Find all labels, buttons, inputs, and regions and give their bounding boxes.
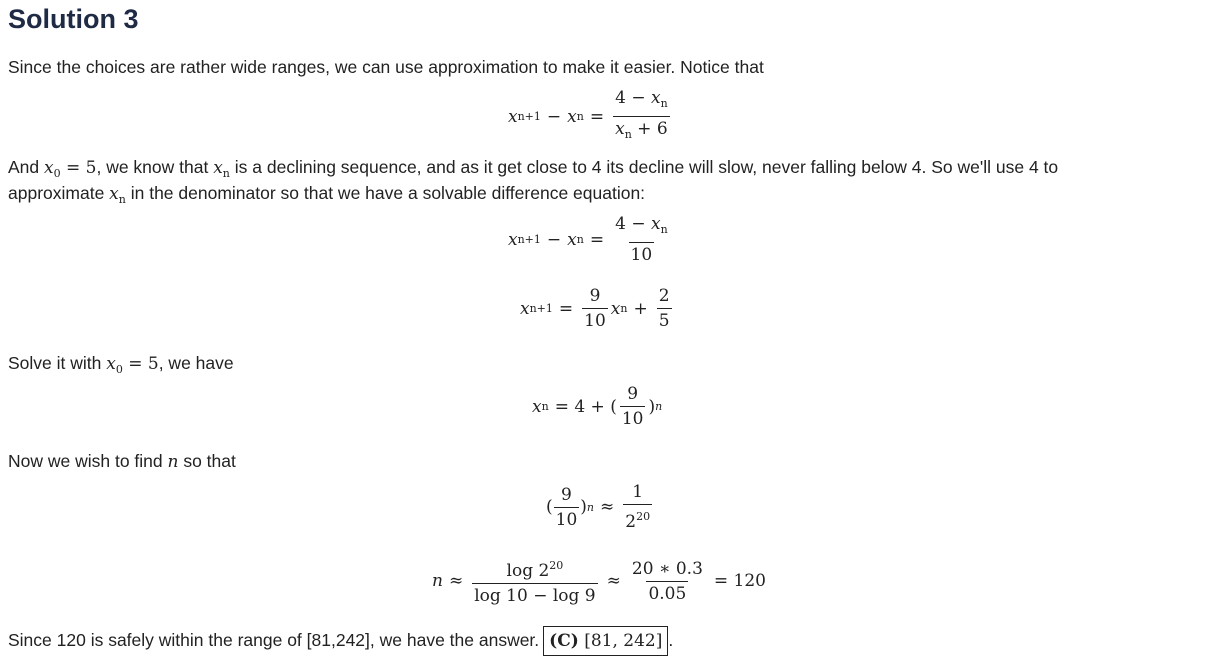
eq3-lhs: x: [520, 298, 530, 319]
eq1-equals: =: [589, 106, 605, 127]
eq1-den-b: + 6: [631, 119, 668, 139]
eq2-num-b: x: [650, 214, 661, 234]
eq2-lhs-b: x: [567, 229, 577, 250]
eq6-f1-den: log 10 − log 9: [472, 583, 597, 606]
eq6-approx-2: ≈: [606, 571, 621, 591]
answer-box: [543, 626, 668, 656]
answer-value: [81, 242]: [584, 631, 663, 651]
equation-difference-approx: [508, 214, 673, 265]
eq2-fraction: [613, 214, 670, 265]
p4-text-1: Now we wish to find: [8, 451, 168, 471]
eq5-fraction-left: [554, 485, 580, 530]
p5-text: Since 120 is safely within the range of [81,242], we have the answer.: [8, 630, 540, 650]
eq1-num-a: 4 −: [615, 88, 651, 108]
eq6-approx-1: ≈: [448, 571, 464, 591]
p2-text-1: And: [8, 157, 44, 177]
eq2-num-a: 4 −: [615, 214, 651, 234]
paragraph-approximate: [8, 180, 645, 213]
eq4-lhs-sub: n: [541, 400, 549, 413]
eq6-f2-num: 20 ∗ 0.3: [631, 558, 703, 579]
eq3-lhs-sub: n+1: [529, 302, 553, 315]
eq6-f1-num-a: log 2: [506, 561, 550, 581]
p2-eq5: = 5: [60, 158, 97, 178]
eq5-f-num: 9: [561, 484, 572, 505]
paragraph-solve: [8, 350, 234, 383]
p2-text-4: approximate: [8, 183, 110, 203]
eq5-close: ): [580, 497, 587, 517]
eq5-r-num: 1: [632, 482, 644, 502]
eq6-lhs: n: [432, 571, 443, 591]
p2-xn2-sub: n: [118, 193, 126, 206]
eq4-eq: = 4 + (: [554, 396, 617, 417]
eq4-close: ): [648, 396, 656, 417]
eq5-r-den-base: 2: [625, 512, 637, 532]
eq5-r-den-exp: 20: [636, 510, 651, 523]
eq2-equals: =: [589, 229, 605, 250]
eq1-num-b: x: [650, 88, 661, 108]
paragraph-intro: Since the choices are rather wide ranges, we can use approximation to make it easier. Notice that: [8, 57, 764, 77]
eq3-fraction-2: [657, 286, 672, 331]
equation-target: [546, 482, 655, 532]
equation-solve-n: [432, 556, 772, 606]
p2-x0-sub: 0: [53, 167, 61, 180]
p3-eq5: = 5: [122, 354, 159, 374]
answer-label: (C): [549, 631, 579, 651]
eq1-den-a: x: [615, 119, 625, 139]
eq5-f-den: 10: [554, 507, 580, 530]
eq3-x-sub: n: [620, 302, 628, 315]
eq5-exp: n: [586, 500, 595, 514]
eq6-eq: = 120: [713, 571, 767, 591]
eq4-f-den: 10: [620, 406, 646, 429]
eq3-plus: +: [633, 298, 648, 319]
eq6-fraction-2: [630, 559, 705, 604]
eq2-num-b-sub: n: [660, 223, 668, 236]
paragraph-find-n: [8, 448, 236, 475]
p2-text-5: in the denominator so that we have a solvable difference equation:: [125, 183, 646, 203]
eq5-approx: ≈: [600, 497, 615, 517]
eq2-den: 10: [629, 242, 655, 265]
p3-x0: x: [106, 354, 116, 374]
eq3-f1-den: 10: [582, 308, 608, 331]
eq1-den-a-sub: n: [624, 128, 632, 141]
eq5-open: (: [546, 497, 553, 517]
eq1-fraction: [613, 88, 670, 145]
eq2-lhs-a-sub: n+1: [517, 233, 541, 246]
eq3-x: x: [610, 298, 621, 319]
p3-text-2: , we have: [158, 353, 234, 373]
p3-text-1: Solve it with: [8, 353, 107, 373]
eq6-f2-den: 0.05: [646, 581, 688, 604]
p2-text-2: , we know that: [96, 157, 214, 177]
eq3-f1-num: 9: [589, 286, 601, 306]
eq1-lhs-b-sub: n: [576, 110, 584, 123]
eq4-fraction: [620, 384, 646, 429]
p2-x0: x: [44, 158, 54, 178]
eq3-f2-den: 5: [657, 308, 672, 331]
p2-text-3: is a declining sequence, and as it get close to 4 its decline will slow, never falling below 4. So we'll use 4 to: [229, 157, 1059, 177]
eq1-minus: −: [546, 106, 562, 127]
equation-closed-form: [532, 384, 662, 429]
solution-heading: Solution 3: [8, 4, 139, 34]
eq1-lhs-a-sub: n+1: [517, 110, 541, 123]
eq4-lhs: x: [532, 396, 542, 417]
eq5-fraction-right: [623, 482, 652, 532]
eq2-minus: −: [546, 229, 562, 250]
eq6-f1-num-exp: 20: [549, 559, 564, 572]
eq1-lhs-b: x: [567, 106, 577, 127]
p2-xn2: x: [109, 184, 119, 204]
eq4-exp: n: [655, 400, 663, 413]
eq3-equals: =: [558, 298, 574, 319]
p4-n: n: [167, 452, 179, 472]
equation-difference-exact: [508, 88, 673, 145]
eq2-lhs-a: x: [508, 229, 518, 250]
eq1-lhs-a: x: [508, 106, 518, 127]
p2-xn-sub: n: [222, 167, 230, 180]
eq1-num-b-sub: n: [660, 97, 668, 110]
paragraph-answer: [8, 626, 673, 656]
eq2-lhs-b-sub: n: [576, 233, 584, 246]
equation-linear-recurrence: [520, 286, 675, 331]
p2-xn: x: [213, 158, 223, 178]
eq6-fraction-1: [472, 556, 597, 606]
eq3-f2-num: 2: [658, 286, 670, 306]
p3-x0-sub: 0: [115, 363, 123, 376]
eq4-f-num: 9: [627, 384, 639, 404]
eq3-fraction-1: [582, 286, 608, 331]
answer-period: .: [668, 630, 674, 650]
p4-text-2: so that: [178, 451, 236, 471]
